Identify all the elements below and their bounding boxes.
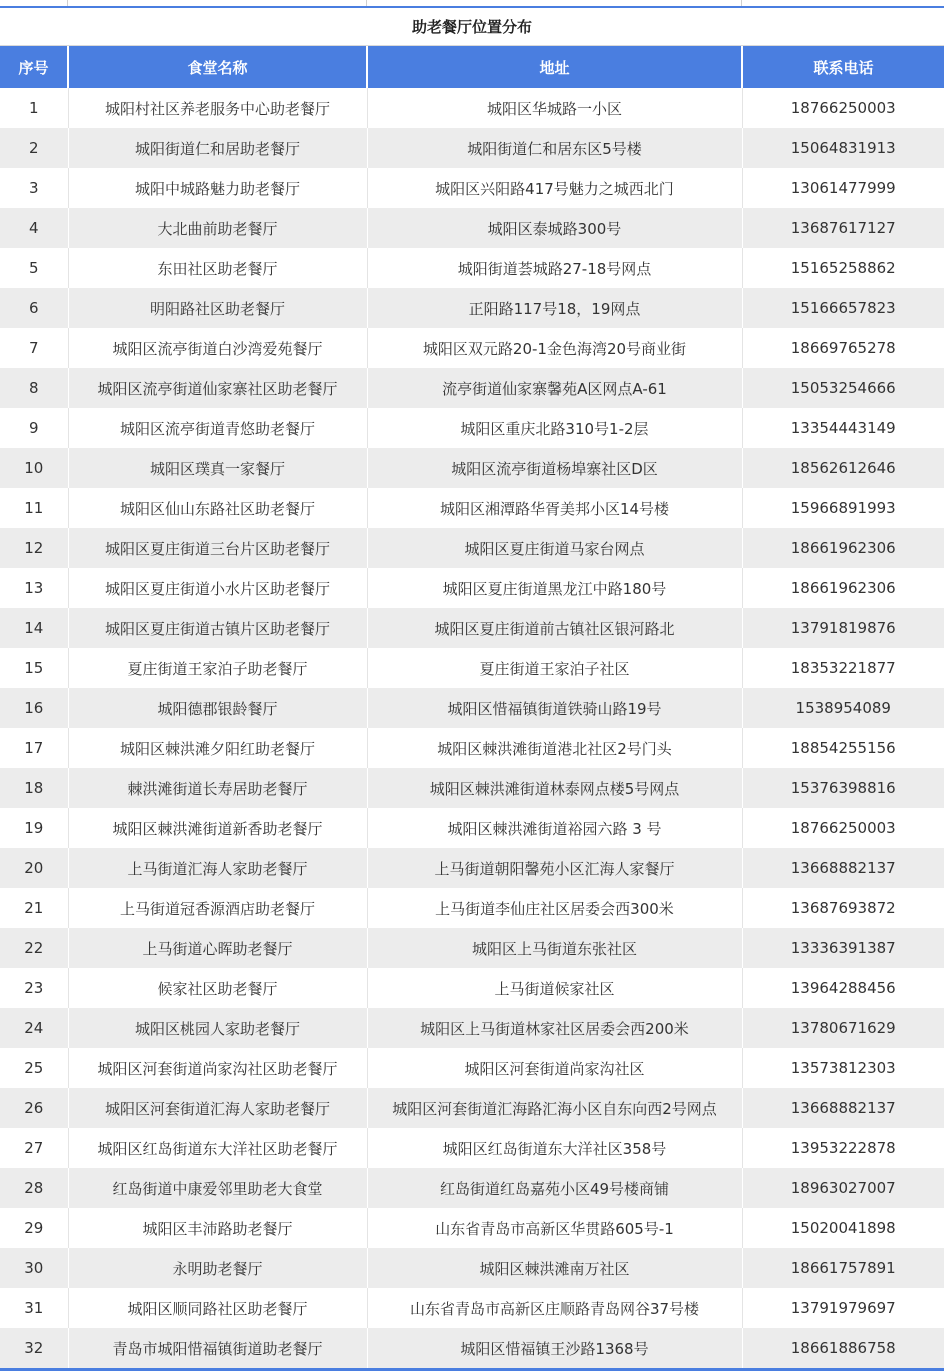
cell-name: 夏庄街道王家泊子助老餐厅 — [68, 648, 367, 688]
cell-name: 城阳村社区养老服务中心助老餐厅 — [68, 88, 367, 128]
top-strip-cell — [68, 0, 367, 6]
cell-index: 7 — [0, 328, 68, 368]
cell-name: 城阳区红岛街道东大洋社区助老餐厅 — [68, 1128, 367, 1168]
cell-name: 上马街道冠香源酒店助老餐厅 — [68, 888, 367, 928]
top-strip-cell — [367, 0, 742, 6]
cell-phone: 18766250003 — [742, 808, 944, 848]
cell-address: 城阳区夏庄街道马家台网点 — [367, 528, 742, 568]
cell-name: 城阳区流亭街道白沙湾爱苑餐厅 — [68, 328, 367, 368]
cell-index: 29 — [0, 1208, 68, 1248]
cell-name: 城阳区河套街道汇海人家助老餐厅 — [68, 1088, 367, 1128]
cell-phone: 18661757891 — [742, 1248, 944, 1288]
cell-index: 16 — [0, 688, 68, 728]
cell-phone: 18963027007 — [742, 1168, 944, 1208]
cell-name: 城阳区丰沛路助老餐厅 — [68, 1208, 367, 1248]
cell-name: 城阳区夏庄街道小水片区助老餐厅 — [68, 568, 367, 608]
table-row — [0, 968, 944, 1008]
cell-name: 城阳区顺同路社区助老餐厅 — [68, 1288, 367, 1328]
cell-phone: 18661886758 — [742, 1328, 944, 1368]
cell-index: 15 — [0, 648, 68, 688]
cell-address: 城阳区兴阳路417号魅力之城西北门 — [367, 168, 742, 208]
cell-address: 上马街道李仙庄社区居委会西300米 — [367, 888, 742, 928]
table-row — [0, 128, 944, 168]
cell-name: 红岛街道中康爱邻里助老大食堂 — [68, 1168, 367, 1208]
cell-index: 19 — [0, 808, 68, 848]
cell-phone: 15166657823 — [742, 288, 944, 328]
cell-name: 东田社区助老餐厅 — [68, 248, 367, 288]
cell-address: 正阳路117号18，19网点 — [367, 288, 742, 328]
cell-index: 14 — [0, 608, 68, 648]
cell-address: 城阳区华城路一小区 — [367, 88, 742, 128]
table-row — [0, 728, 944, 768]
cell-address: 城阳区双元路20-1金色海湾20号商业街 — [367, 328, 742, 368]
table-row — [0, 528, 944, 568]
cell-address: 城阳区重庆北路310号1-2层 — [367, 408, 742, 448]
cell-name: 城阳区璞真一家餐厅 — [68, 448, 367, 488]
header-row — [0, 46, 944, 88]
cell-name: 永明助老餐厅 — [68, 1248, 367, 1288]
cell-name: 明阳路社区助老餐厅 — [68, 288, 367, 328]
table-row — [0, 608, 944, 648]
table-row — [0, 1088, 944, 1128]
cell-phone: 15020041898 — [742, 1208, 944, 1248]
cell-phone: 18669765278 — [742, 328, 944, 368]
cell-name: 城阳中城路魅力助老餐厅 — [68, 168, 367, 208]
cell-name: 候家社区助老餐厅 — [68, 968, 367, 1008]
cell-phone: 15064831913 — [742, 128, 944, 168]
table-row — [0, 888, 944, 928]
cell-phone: 13668882137 — [742, 1088, 944, 1128]
table-row — [0, 568, 944, 608]
cell-address: 上马街道朝阳馨苑小区汇海人家餐厅 — [367, 848, 742, 888]
table-row — [0, 208, 944, 248]
cell-index: 11 — [0, 488, 68, 528]
header-name: 食堂名称 — [68, 46, 367, 88]
cell-address: 城阳区棘洪滩街道港北社区2号门头 — [367, 728, 742, 768]
cell-address: 城阳区棘洪滩街道裕园六路 3 号 — [367, 808, 742, 848]
cell-index: 22 — [0, 928, 68, 968]
cell-phone: 13780671629 — [742, 1008, 944, 1048]
header-index: 序号 — [0, 46, 68, 88]
cell-phone: 13668882137 — [742, 848, 944, 888]
table-row — [0, 1048, 944, 1088]
cell-address: 城阳区流亭街道杨埠寨社区D区 — [367, 448, 742, 488]
table-row — [0, 768, 944, 808]
cell-name: 上马街道心晖助老餐厅 — [68, 928, 367, 968]
table-row — [0, 808, 944, 848]
cell-index: 24 — [0, 1008, 68, 1048]
table-row — [0, 688, 944, 728]
cell-index: 31 — [0, 1288, 68, 1328]
cell-phone: 15376398816 — [742, 768, 944, 808]
table-row — [0, 928, 944, 968]
cell-name: 城阳区河套街道尚家沟社区助老餐厅 — [68, 1048, 367, 1088]
cell-address: 红岛街道红岛嘉苑小区49号楼商铺 — [367, 1168, 742, 1208]
cell-address: 城阳区夏庄街道前古镇社区银河路北 — [367, 608, 742, 648]
cell-phone: 18562612646 — [742, 448, 944, 488]
cell-index: 5 — [0, 248, 68, 288]
cell-index: 21 — [0, 888, 68, 928]
cell-phone: 13573812303 — [742, 1048, 944, 1088]
cell-name: 城阳区夏庄街道古镇片区助老餐厅 — [68, 608, 367, 648]
cell-name: 城阳区流亭街道青悠助老餐厅 — [68, 408, 367, 448]
cell-address: 城阳区上马街道东张社区 — [367, 928, 742, 968]
cell-index: 10 — [0, 448, 68, 488]
cell-phone: 13791979697 — [742, 1288, 944, 1328]
table-row — [0, 648, 944, 688]
cell-address: 城阳区夏庄街道黑龙江中路180号 — [367, 568, 742, 608]
cell-address: 城阳区红岛街道东大洋社区358号 — [367, 1128, 742, 1168]
table-header — [0, 46, 944, 88]
cell-phone: 13964288456 — [742, 968, 944, 1008]
cell-name: 棘洪滩街道长寿居助老餐厅 — [68, 768, 367, 808]
cell-address: 山东省青岛市高新区华贯路605号-1 — [367, 1208, 742, 1248]
top-strip-cell — [742, 0, 944, 6]
cell-index: 9 — [0, 408, 68, 448]
table-row — [0, 1168, 944, 1208]
cell-name: 城阳街道仁和居助老餐厅 — [68, 128, 367, 168]
cell-index: 28 — [0, 1168, 68, 1208]
cell-address: 流亭街道仙家寨馨苑A区网点A-61 — [367, 368, 742, 408]
cell-address: 山东省青岛市高新区庄顺路青岛网谷37号楼 — [367, 1288, 742, 1328]
cell-index: 17 — [0, 728, 68, 768]
cell-address: 夏庄街道王家泊子社区 — [367, 648, 742, 688]
cell-address: 城阳区棘洪滩南万社区 — [367, 1248, 742, 1288]
cell-name: 城阳区流亭街道仙家寨社区助老餐厅 — [68, 368, 367, 408]
cell-index: 3 — [0, 168, 68, 208]
table-title: 助老餐厅位置分布 — [0, 8, 944, 46]
cell-name: 青岛市城阳惜福镇街道助老餐厅 — [68, 1328, 367, 1368]
table-row — [0, 408, 944, 448]
table-row — [0, 1208, 944, 1248]
cell-index: 20 — [0, 848, 68, 888]
cell-address: 城阳区湘潭路华胥美邦小区14号楼 — [367, 488, 742, 528]
table-row — [0, 848, 944, 888]
table-row — [0, 288, 944, 328]
cell-index: 12 — [0, 528, 68, 568]
cell-index: 18 — [0, 768, 68, 808]
cell-index: 1 — [0, 88, 68, 128]
table-row — [0, 328, 944, 368]
cell-name: 城阳德郡银龄餐厅 — [68, 688, 367, 728]
cell-name: 城阳区夏庄街道三台片区助老餐厅 — [68, 528, 367, 568]
table-row — [0, 488, 944, 528]
cell-index: 25 — [0, 1048, 68, 1088]
cell-phone: 13687617127 — [742, 208, 944, 248]
cell-phone: 15966891993 — [742, 488, 944, 528]
cell-index: 2 — [0, 128, 68, 168]
cell-address: 城阳区河套街道汇海路汇海小区自东向西2号网点 — [367, 1088, 742, 1128]
table-row — [0, 368, 944, 408]
cell-phone: 15053254666 — [742, 368, 944, 408]
table-row — [0, 1008, 944, 1048]
cell-phone: 13354443149 — [742, 408, 944, 448]
cell-name: 城阳区棘洪滩夕阳红助老餐厅 — [68, 728, 367, 768]
header-address: 地址 — [367, 46, 742, 88]
cell-name: 城阳区仙山东路社区助老餐厅 — [68, 488, 367, 528]
cell-phone: 13061477999 — [742, 168, 944, 208]
cell-name: 城阳区棘洪滩街道新香助老餐厅 — [68, 808, 367, 848]
table-row — [0, 1248, 944, 1288]
header-phone: 联系电话 — [742, 46, 944, 88]
top-strip-cell — [0, 0, 68, 6]
table-row — [0, 448, 944, 488]
table-row — [0, 88, 944, 128]
cell-address: 上马街道候家社区 — [367, 968, 742, 1008]
cell-address: 城阳区惜福镇街道铁骑山路19号 — [367, 688, 742, 728]
cell-index: 8 — [0, 368, 68, 408]
cell-phone: 13791819876 — [742, 608, 944, 648]
table-row — [0, 1328, 944, 1368]
cell-address: 城阳区河套街道尚家沟社区 — [367, 1048, 742, 1088]
cell-index: 13 — [0, 568, 68, 608]
cell-phone: 13687693872 — [742, 888, 944, 928]
cell-phone: 13336391387 — [742, 928, 944, 968]
cell-address: 城阳区泰城路300号 — [367, 208, 742, 248]
cell-index: 27 — [0, 1128, 68, 1168]
table-body — [0, 88, 944, 1368]
cell-phone: 18854255156 — [742, 728, 944, 768]
top-border-strip — [0, 0, 944, 8]
table-row — [0, 1128, 944, 1168]
cell-index: 26 — [0, 1088, 68, 1128]
cell-phone: 15165258862 — [742, 248, 944, 288]
cell-index: 6 — [0, 288, 68, 328]
cell-phone: 18766250003 — [742, 88, 944, 128]
canteen-table — [0, 46, 944, 1368]
table-row — [0, 248, 944, 288]
cell-phone: 18353221877 — [742, 648, 944, 688]
cell-index: 32 — [0, 1328, 68, 1368]
cell-phone: 13953222878 — [742, 1128, 944, 1168]
cell-phone: 18661962306 — [742, 528, 944, 568]
cell-phone: 18661962306 — [742, 568, 944, 608]
cell-address: 城阳街道荟城路27-18号网点 — [367, 248, 742, 288]
cell-name: 上马街道汇海人家助老餐厅 — [68, 848, 367, 888]
cell-index: 23 — [0, 968, 68, 1008]
cell-index: 30 — [0, 1248, 68, 1288]
cell-name: 大北曲前助老餐厅 — [68, 208, 367, 248]
cell-name: 城阳区桃园人家助老餐厅 — [68, 1008, 367, 1048]
table-row — [0, 168, 944, 208]
cell-phone: 1538954089 — [742, 688, 944, 728]
cell-index: 4 — [0, 208, 68, 248]
cell-address: 城阳街道仁和居东区5号楼 — [367, 128, 742, 168]
table-row — [0, 1288, 944, 1328]
cell-address: 城阳区上马街道林家社区居委会西200米 — [367, 1008, 742, 1048]
cell-address: 城阳区惜福镇王沙路1368号 — [367, 1328, 742, 1368]
cell-address: 城阳区棘洪滩街道林泰网点楼5号网点 — [367, 768, 742, 808]
